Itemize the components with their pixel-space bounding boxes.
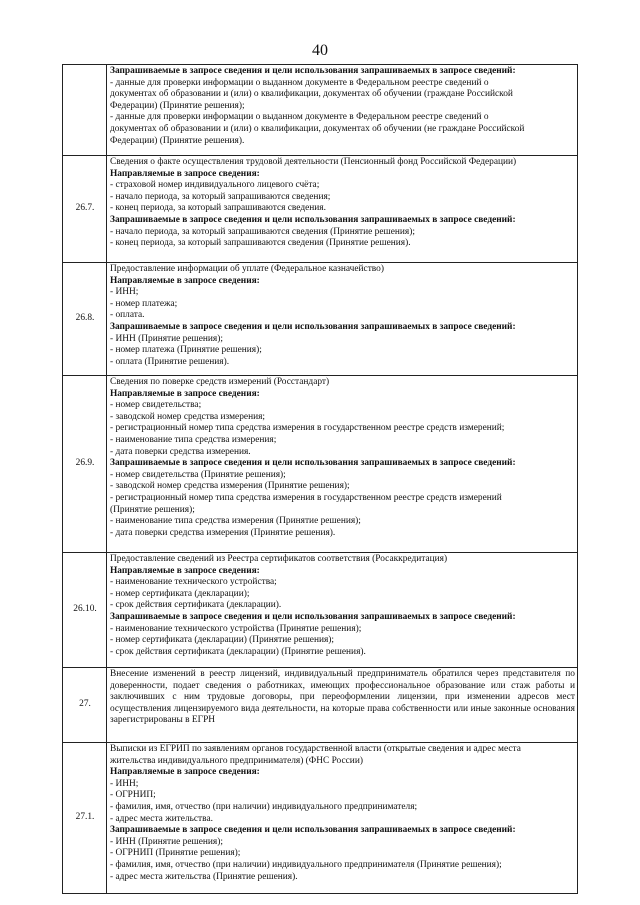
section-heading: Запрашиваемые в запросе сведения и цели использования запрашиваемых в запросе сведений: bbox=[110, 458, 516, 469]
text-line: - заводской номер средства измерения; bbox=[110, 411, 266, 422]
page-number: 40 bbox=[312, 42, 328, 59]
text-line: - начало периода, за который запрашиваются сведения (Принятие решения); bbox=[110, 226, 415, 237]
text-line: Предоставление информации об уплате (Федеральное казначейство) bbox=[110, 264, 384, 274]
text-line: - наименование типа средства измерения; bbox=[110, 434, 277, 445]
text-line: - ОГРНИП (Принятие решения); bbox=[110, 848, 241, 859]
section-heading: Запрашиваемые в запросе сведения и цели использования запрашиваемых в запросе сведений: bbox=[110, 825, 516, 836]
section-heading: Запрашиваемые в запросе сведения и цели использования запрашиваемых в запросе сведений: bbox=[110, 214, 516, 225]
text-line: - срок действия сертификата (декларации) (Принятие решения). bbox=[110, 646, 366, 657]
text-line: - адрес места жительства. bbox=[110, 813, 213, 824]
text-line: - номер свидетельства (Принятие решения); bbox=[110, 469, 286, 480]
table-row-26-6-continuation bbox=[63, 65, 578, 156]
text-line: - конец периода, за который запрашиваются сведения. bbox=[110, 203, 326, 214]
section-heading: Запрашиваемые в запросе сведения и цели использования запрашиваемых в запросе сведений: bbox=[110, 321, 516, 332]
row-number bbox=[63, 65, 107, 156]
text-line: - срок действия сертификата (декларации). bbox=[110, 600, 282, 611]
text-line: - данные для проверки информации о выданном документе в Федеральном реестре сведений о bbox=[110, 77, 489, 88]
text-line: - номер платежа; bbox=[110, 298, 178, 309]
text-line: - оплата (Принятие решения). bbox=[110, 356, 230, 367]
text-line: Сведения по поверке средств измерений (Росстандарт) bbox=[110, 377, 330, 387]
row-number: 27. bbox=[63, 668, 107, 743]
text-line: - наименование типа средства измерения (Принятие решения); bbox=[110, 516, 361, 527]
row-content bbox=[107, 376, 578, 553]
table-row-27 bbox=[63, 668, 578, 743]
row-content bbox=[107, 263, 578, 376]
text-line: Федерации) (Принятие решения). bbox=[110, 135, 245, 146]
section-heading: Направляемые в запросе сведения: bbox=[110, 565, 260, 576]
text-line: - ИНН; bbox=[110, 287, 139, 298]
text-line: - ИНН (Принятие решения); bbox=[110, 836, 223, 847]
text-line: - оплата. bbox=[110, 310, 145, 321]
text-line: - номер сертификата (декларации); bbox=[110, 588, 250, 599]
table-row-26-10 bbox=[63, 553, 578, 668]
section-heading: Направляемые в запросе сведения: bbox=[110, 767, 260, 778]
text-line: Выписки из ЕГРИП по заявлениям органов государственной власти (открытые сведения и адрес места bbox=[110, 744, 521, 754]
section-heading: Направляемые в запросе сведения: bbox=[110, 275, 260, 286]
row-number: 26.9. bbox=[63, 376, 107, 553]
row-content bbox=[107, 553, 578, 668]
text-line: - наименование технического устройства; bbox=[110, 577, 277, 588]
text-line: - номер сертификата (декларации) (Принятие решения); bbox=[110, 635, 335, 646]
text-line: жительства индивидуального предпринимателя) (ФНС России) bbox=[110, 755, 363, 766]
row-number: 26.8. bbox=[63, 263, 107, 376]
text-line: - страховой номер индивидуального лицевого счёта; bbox=[110, 180, 320, 191]
table-row-26-9 bbox=[63, 376, 578, 553]
text-line: - заводской номер средства измерения (Принятие решения); bbox=[110, 481, 350, 492]
text-line: - ИНН; bbox=[110, 778, 139, 789]
text-line: - номер свидетельства; bbox=[110, 400, 202, 411]
text-line: - фамилия, имя, отчество (при наличии) индивидуального предпринимателя; bbox=[110, 801, 418, 812]
text-line: Предоставление сведений из Реестра сертификатов соответствия (Росаккредитация) bbox=[110, 554, 448, 564]
text-line: - ИНН (Принятие решения); bbox=[110, 333, 223, 344]
text-line: - адрес места жительства (Принятие решения). bbox=[110, 871, 298, 882]
row-number: 26.10. bbox=[63, 553, 107, 668]
text-line: - дата поверки средства измерения. bbox=[110, 446, 251, 457]
text-line: (Принятие решения); bbox=[110, 504, 195, 515]
table-row-27-1 bbox=[63, 743, 578, 894]
text-line: Сведения о факте осуществления трудовой деятельности (Пенсионный фонд Российской Федерации) bbox=[110, 157, 517, 167]
table-row-26-7 bbox=[63, 156, 578, 263]
row-content bbox=[107, 156, 578, 263]
row-content bbox=[107, 668, 578, 743]
section-heading: Запрашиваемые в запросе сведения и цели использования запрашиваемых в запросе сведений: bbox=[110, 66, 516, 76]
text-line: - наименование технического устройства (Принятие решения); bbox=[110, 623, 362, 634]
text-line: - данные для проверки информации о выданном документе в Федеральном реестре сведений о bbox=[110, 112, 489, 123]
text-line: - начало периода, за который запрашиваются сведения; bbox=[110, 191, 331, 202]
section-heading: Направляемые в запросе сведения: bbox=[110, 168, 260, 179]
row-content bbox=[107, 743, 578, 894]
services-table bbox=[62, 64, 578, 894]
services-table-body bbox=[63, 65, 578, 894]
text-line: - ОГРНИП; bbox=[110, 790, 156, 801]
section-heading: Запрашиваемые в запросе сведения и цели использования запрашиваемых в запросе сведений: bbox=[110, 611, 516, 622]
text-line: - регистрационный номер типа средства измерения в государственном реестре средств измерений; bbox=[110, 423, 505, 434]
text-line: документах об образовании и (или) о квалификации, документах об обучении (не граждане Российской bbox=[110, 123, 525, 134]
text-line: - конец периода, за который запрашиваются сведения (Принятие решения). bbox=[110, 238, 411, 249]
text-line: Федерации) (Принятие решения); bbox=[110, 100, 245, 111]
text-line: - номер платежа (Принятие решения); bbox=[110, 345, 262, 356]
section-heading: Направляемые в запросе сведения: bbox=[110, 388, 260, 399]
text-line: - регистрационный номер типа средства измерения в государственном реестре средств измерений bbox=[110, 492, 502, 503]
text-line: документах об образовании и (или) о квалификации, документах об обучении (граждане Российской bbox=[110, 89, 513, 100]
text-line: - дата поверки средства измерения (Принятие решения). bbox=[110, 527, 336, 538]
text-line: - фамилия, имя, отчество (при наличии) индивидуального предпринимателя (Принятие решения); bbox=[110, 859, 502, 870]
row-content bbox=[107, 65, 578, 156]
row-number: 27.1. bbox=[63, 743, 107, 894]
table-row-26-8 bbox=[63, 263, 578, 376]
row-number: 26.7. bbox=[63, 156, 107, 263]
row-paragraph: Внесение изменений в реестр лицензий, индивидуальный предприниматель обратился через представителя по доверенности, подает сведения о работниках, имеющих профессиональное образование или стаж работы и заключивших с ним трудовые договоры, при переоформлении лицензии, при изменении адресов мест осуществления лицензируемого вида деятельности, на которые права собственности или иные законные основания зарегистрированы в ЕГРН bbox=[110, 669, 575, 726]
